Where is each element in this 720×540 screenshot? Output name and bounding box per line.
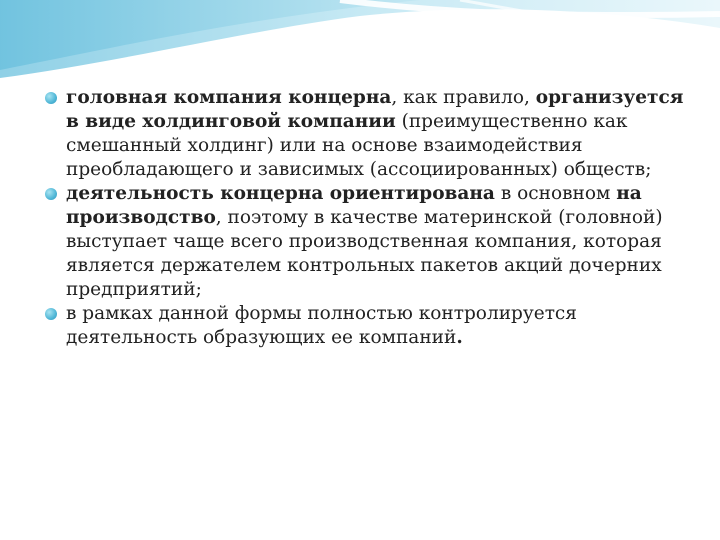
bullet-item-3 <box>44 302 684 350</box>
bullet-item-2 <box>44 182 684 302</box>
header-wave-decoration <box>0 0 720 90</box>
bullet-2-seg-3: на производство <box>66 183 642 228</box>
bullet-item-1 <box>44 86 684 182</box>
bullet-1-seg-1: головная компания концерна <box>66 87 392 108</box>
bullet-1-seg-3: организуется в виде холдинговой компании <box>66 87 684 132</box>
bullet-dot-icon <box>45 92 57 104</box>
bullet-3-seg-2: . <box>456 327 463 348</box>
bullet-2-seg-4: , поэтому в качестве материнской (головной) выступает чаще всего производственная компания, которая является держателем контрольных пакетов акций дочерних предприятий; <box>66 207 663 300</box>
bullet-3-seg-1: в рамках данной формы полностью контролируется деятельность образующих ее компаний <box>66 303 577 348</box>
bullet-list <box>44 86 684 350</box>
bullet-2-seg-1: деятельность концерна ориентирована <box>66 183 495 204</box>
bullet-1-seg-2: , как правило, <box>391 87 536 108</box>
bullet-1-seg-4: (преимущественно как смешанный холдинг) или на основе взаимодействия преобладающего и зависимых (ассоциированных) обществ; <box>66 111 652 180</box>
bullet-dot-icon <box>45 188 57 200</box>
bullet-2-seg-2: в основном <box>494 183 617 204</box>
bullet-dot-icon <box>45 308 57 320</box>
slide-content <box>44 86 684 350</box>
